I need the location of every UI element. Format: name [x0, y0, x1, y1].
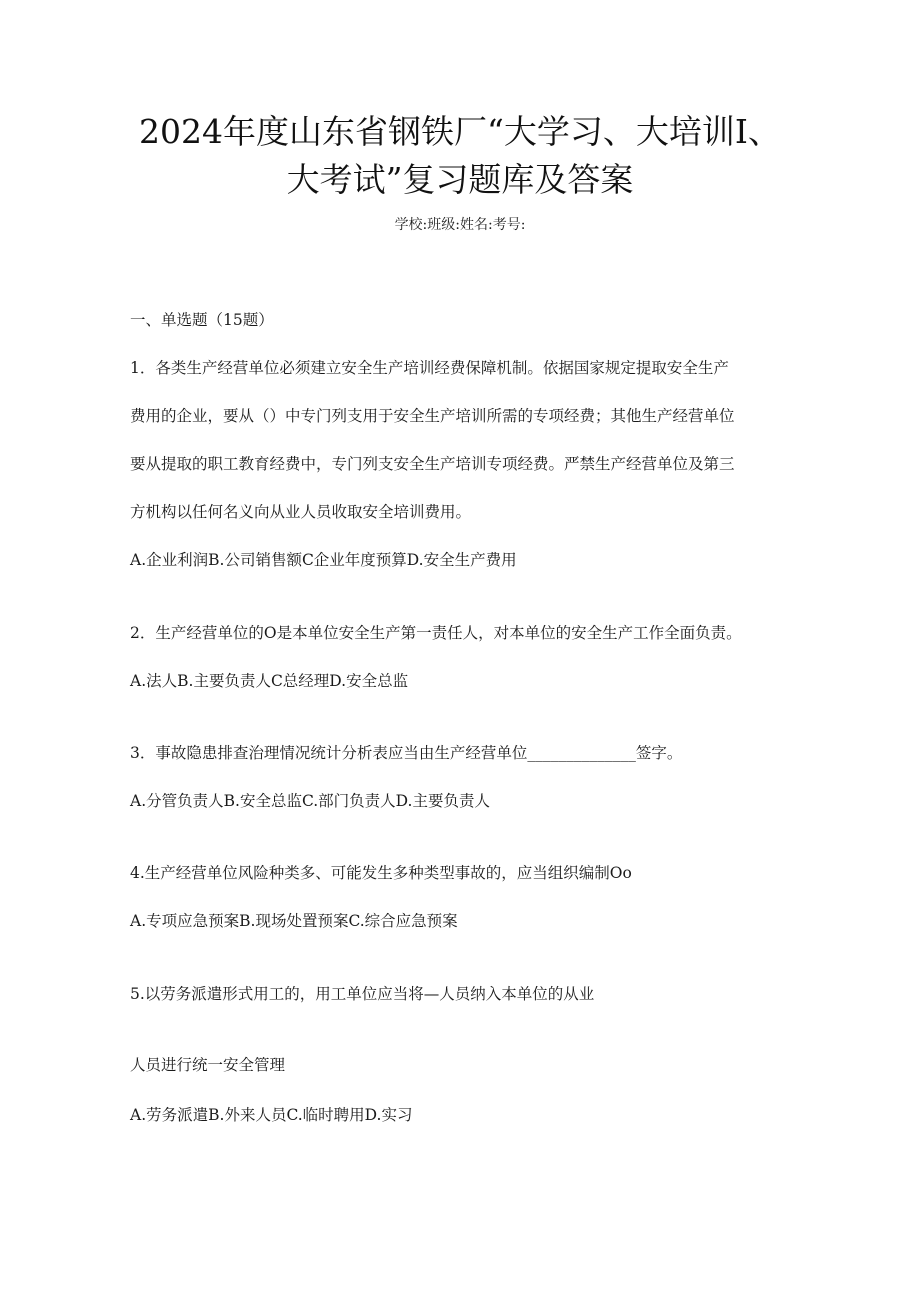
document-title-line-1: 2024年度山东省钢铁厂“大学习、大培训I、: [139, 112, 781, 151]
question-2-stem-line-1: 2．生产经营单位的O是本单位安全生产第一责任人，对本单位的安全生产工作全面负责。: [130, 624, 742, 642]
question-5-options: A.劳务派遣B.外来人员C.临时聘用D.实习: [130, 1106, 413, 1124]
question-3-stem-line-1: 3．事故隐患排查治理情况统计分析表应当由生产经营单位______________签字。: [130, 744, 683, 762]
question-1-stem-line-4: 方机构以任何名义向从业人员收取安全培训费用。: [130, 503, 472, 521]
question-1-stem-line-3: 要从提取的职工教育经费中，专门列支安全生产培训专项经费。严禁生产经营单位及第三: [130, 455, 735, 473]
document-title-line-2: 大考试”复习题库及答案: [286, 160, 634, 199]
question-1-options: A.企业利润B.公司销售额C企业年度预算D.安全生产费用: [130, 551, 517, 569]
question-4-options: A.专项应急预案B.现场处置预案C.综合应急预案: [130, 912, 458, 930]
question-4-stem-line-1: 4.生产经营单位风险种类多、可能发生多种类型事故的，应当组织编制Oo: [130, 864, 632, 882]
question-2-options: A.法人B.主要负责人C总经理D.安全总监: [130, 672, 409, 690]
section-heading: 一、单选题（15题）: [130, 311, 274, 329]
question-1-stem-line-1: 1．各类生产经营单位必须建立安全生产培训经费保障机制。依据国家规定提取安全生产: [130, 359, 729, 377]
question-1-stem-line-2: 费用的企业，要从（）中专门列支用于安全生产培训所需的专项经费；其他生产经营单位: [130, 407, 735, 425]
student-info-line: 学校:班级:姓名:考号:: [394, 217, 526, 233]
question-5-stem-line-2: 人员进行统一安全管理: [130, 1056, 286, 1074]
question-5-stem-line-1: 5.以劳务派遣形式用工的，用工单位应当将—人员纳入本单位的从业: [130, 985, 595, 1003]
question-3-options: A.分管负责人B.安全总监C.部门负责人D.主要负责人: [130, 792, 490, 810]
